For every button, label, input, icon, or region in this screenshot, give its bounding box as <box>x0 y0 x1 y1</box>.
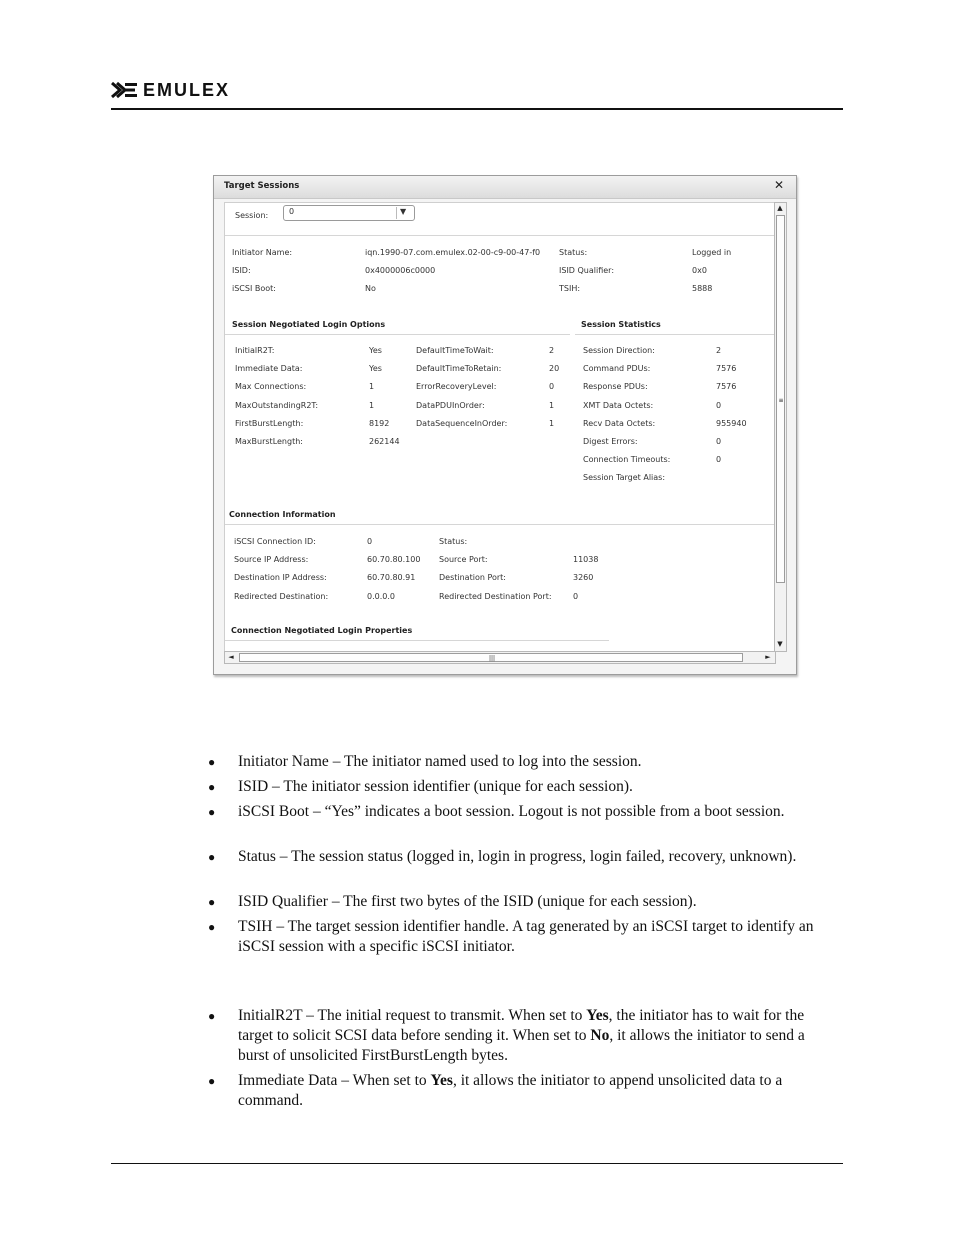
session-label: Session: <box>235 211 269 220</box>
divider <box>225 235 775 236</box>
list-item-text: TSIH – The target session identifier handle. A tag generated by an iSCSI target to identify an iSCSI session with a specific iSCSI initiator. <box>238 918 814 955</box>
session-select[interactable] <box>283 205 415 221</box>
divider <box>575 334 775 335</box>
login-option-label: DataPDUInOrder: <box>416 401 485 410</box>
select-divider <box>396 207 397 219</box>
list-item-text: InitialR2T – The initial request to transmit. When set to Yes, the initiator has to wait for the target to solicit SCSI data before sending it. When set to No, it allows the initiator to send a burst of unsolicited FirstBurstLength bytes. <box>238 1007 805 1064</box>
emulex-logo-icon <box>111 81 139 99</box>
login-option-label: DataSequenceInOrder: <box>416 419 508 428</box>
login-option-value: Yes <box>369 364 382 373</box>
list-item-text: Immediate Data – When set to Yes, it allows the initiator to append unsolicited data to a command. <box>238 1072 783 1109</box>
login-option-value: 1 <box>369 401 375 410</box>
status-label: Status: <box>559 248 588 257</box>
login-option-value: 8192 <box>369 419 390 428</box>
connection-value: 3260 <box>573 573 594 582</box>
connection-heading: Connection Information <box>229 510 336 519</box>
horizontal-scrollbar[interactable] <box>224 651 776 664</box>
login-option-label: MaxBurstLength: <box>235 437 303 446</box>
login-option-label: InitialR2T: <box>235 346 275 355</box>
connection-value: 0.0.0.0 <box>367 592 395 601</box>
scroll-left-icon[interactable]: ◄ <box>228 653 234 661</box>
grip-icon: ≡ <box>778 397 784 404</box>
connection-value: 60.70.80.91 <box>367 573 416 582</box>
stat-value: 0 <box>716 455 722 464</box>
connection-label: Destination Port: <box>439 573 507 582</box>
divider <box>225 524 775 525</box>
isid-qualifier-value: 0x0 <box>692 266 707 275</box>
stat-label: Response PDUs: <box>583 382 648 391</box>
login-option-value: 20 <box>549 364 560 373</box>
dialog-title: Target Sessions <box>224 181 300 191</box>
horizontal-scroll-thumb[interactable] <box>239 653 743 662</box>
stat-label: Command PDUs: <box>583 364 651 373</box>
stat-value: 7576 <box>716 364 737 373</box>
close-icon[interactable]: ✕ <box>774 178 785 192</box>
statistics-heading: Session Statistics <box>581 320 661 329</box>
bullet-icon: ● <box>208 1009 216 1023</box>
initiator-name-value: iqn.1990-07.com.emulex.02-00-c9-00-47-f0 <box>365 248 541 257</box>
bullet-icon: ● <box>208 805 216 819</box>
login-option-value: 1 <box>549 401 555 410</box>
login-option-label: DefaultTimeToWait: <box>416 346 494 355</box>
connection-value: 11038 <box>573 555 599 564</box>
connection-label: Source IP Address: <box>234 555 309 564</box>
login-option-label: ErrorRecoveryLevel: <box>416 382 497 391</box>
connection-label: iSCSI Connection ID: <box>234 537 316 546</box>
session-select-value: 0 <box>289 207 295 216</box>
bullet-icon: ● <box>208 850 216 864</box>
stat-label: Session Target Alias: <box>583 473 666 482</box>
list-item-text: iSCSI Boot – “Yes” indicates a boot session. Logout is not possible from a boot session. <box>238 803 785 820</box>
connection-value: 0 <box>367 537 373 546</box>
connection-value: 0 <box>573 592 579 601</box>
bullet-icon: ● <box>208 755 216 769</box>
list-item-text: ISID – The initiator session identifier (unique for each session). <box>238 778 633 795</box>
list-item-text: Initiator Name – The initiator named used to log into the session. <box>238 753 642 770</box>
stat-label: Recv Data Octets: <box>583 419 656 428</box>
stat-value: 2 <box>716 346 722 355</box>
isid-qualifier-label: ISID Qualifier: <box>559 266 615 275</box>
stat-label: Session Direction: <box>583 346 655 355</box>
iscsi-boot-label: iSCSI Boot: <box>232 284 276 293</box>
dialog-titlebar <box>214 176 796 199</box>
bullet-icon: ● <box>208 895 216 909</box>
status-value: Logged in <box>692 248 732 257</box>
login-option-value: 1 <box>549 419 555 428</box>
logo-text: EMULEX <box>143 79 231 100</box>
login-options-heading: Session Negotiated Login Options <box>232 320 386 329</box>
bullet-icon: ● <box>208 1074 216 1088</box>
isid-value: 0x4000006c0000 <box>365 266 436 275</box>
isid-label: ISID: <box>232 266 251 275</box>
stat-label: Connection Timeouts: <box>583 455 671 464</box>
list-item-text: Status – The session status (logged in, login in progress, login failed, recovery, unknown). <box>238 848 797 865</box>
stat-value: 955940 <box>716 419 747 428</box>
login-option-value: Yes <box>369 346 382 355</box>
stat-label: Digest Errors: <box>583 437 638 446</box>
emulex-logo <box>111 80 230 100</box>
login-option-label: Immediate Data: <box>235 364 303 373</box>
tsih-label: TSIH: <box>559 284 581 293</box>
stat-value: 0 <box>716 401 722 410</box>
stat-value: 0 <box>716 437 722 446</box>
connection-label: Source Port: <box>439 555 488 564</box>
stat-value: 7576 <box>716 382 737 391</box>
login-option-value: 0 <box>549 382 555 391</box>
divider <box>225 334 570 335</box>
login-option-label: Max Connections: <box>235 382 307 391</box>
login-option-label: DefaultTimeToRetain: <box>416 364 502 373</box>
login-option-value: 1 <box>369 382 375 391</box>
bullet-icon: ● <box>208 780 216 794</box>
chevron-down-icon[interactable]: ▼ <box>400 207 407 216</box>
connection-label: Destination IP Address: <box>234 573 327 582</box>
stat-label: XMT Data Octets: <box>583 401 654 410</box>
iscsi-boot-value: No <box>365 284 376 293</box>
grip-icon: ||| <box>488 655 496 662</box>
tsih-value: 5888 <box>692 284 713 293</box>
conn-login-heading: Connection Negotiated Login Properties <box>231 626 413 635</box>
scroll-up-icon[interactable]: ▲ <box>777 204 783 212</box>
initiator-name-label: Initiator Name: <box>232 248 293 257</box>
bullet-icon: ● <box>208 920 216 934</box>
vertical-scroll-thumb[interactable] <box>776 215 785 583</box>
dialog-content <box>224 202 776 652</box>
list-item-text: ISID Qualifier – The first two bytes of the ISID (unique for each session). <box>238 893 697 910</box>
header-rule <box>111 108 843 110</box>
connection-label: Status: <box>439 537 468 546</box>
scroll-right-icon[interactable]: ► <box>765 653 771 661</box>
login-option-label: MaxOutstandingR2T: <box>235 401 319 410</box>
login-option-label: FirstBurstLength: <box>235 419 304 428</box>
divider <box>225 640 609 641</box>
scroll-down-icon[interactable]: ▼ <box>777 640 783 648</box>
connection-value: 60.70.80.100 <box>367 555 421 564</box>
login-option-value: 2 <box>549 346 555 355</box>
connection-label: Redirected Destination Port: <box>439 592 552 601</box>
target-sessions-dialog <box>213 175 797 675</box>
footer-rule <box>111 1163 843 1164</box>
connection-label: Redirected Destination: <box>234 592 329 601</box>
login-option-value: 262144 <box>369 437 400 446</box>
vertical-scrollbar[interactable] <box>774 202 787 652</box>
